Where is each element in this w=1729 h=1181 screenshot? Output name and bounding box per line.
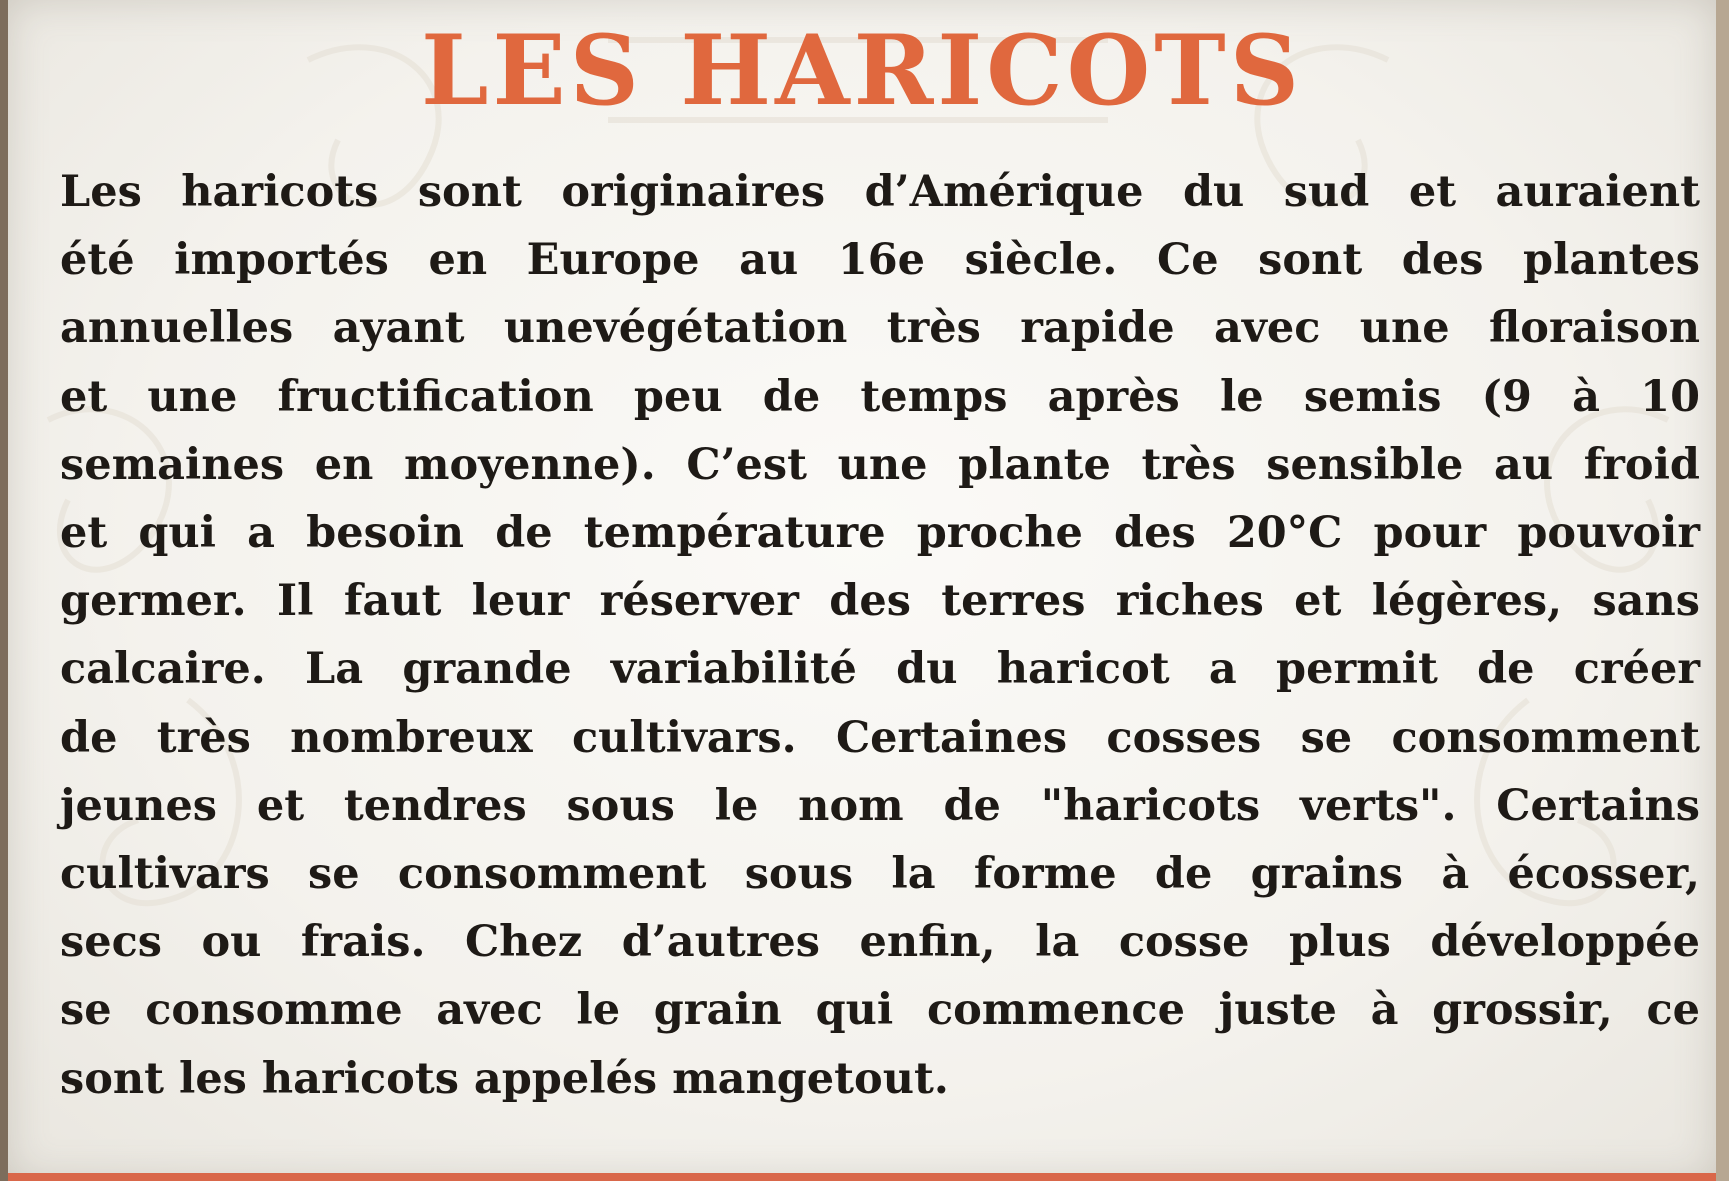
text-line: et qui a besoin de température proche des 20°C pour pouvoir	[60, 508, 1700, 559]
text-line: calcaire. La grande variabilité du haricot a permit de créer	[60, 644, 1700, 695]
text-line: été importés en Europe au 16e siècle. Ce sont des plantes	[60, 235, 1700, 286]
sign-paragraph	[60, 158, 1700, 1113]
text-line: cultivars se consomment sous la forme de grains à écosser,	[60, 849, 1700, 900]
text-line: germer. Il faut leur réserver des terres riches et légères, sans	[60, 576, 1700, 627]
text-line: annuelles ayant unevégétation très rapide avec une floraison	[60, 303, 1700, 354]
text-line: sont les haricots appelés mangetout.	[60, 1053, 949, 1104]
text-line: de très nombreux cultivars. Certaines cosses se consomment	[60, 712, 1700, 763]
text-line: secs ou frais. Chez d’autres enfin, la cosse plus développée	[60, 917, 1700, 968]
text-line: jeunes et tendres sous le nom de "haricots verts". Certains	[60, 780, 1700, 831]
information-sign	[8, 0, 1716, 1181]
text-line: et une fructification peu de temps après le semis (9 à 10	[60, 371, 1700, 422]
text-line: se consomme avec le grain qui commence juste à grossir, ce	[60, 985, 1700, 1036]
text-line: Les haricots sont originaires d’Amérique du sud et auraient	[60, 167, 1700, 217]
text-line: semaines en moyenne). C’est une plante très sensible au froid	[60, 439, 1700, 490]
bottom-border	[8, 1173, 1716, 1181]
sign-title: LES HARICOTS	[420, 14, 1304, 127]
